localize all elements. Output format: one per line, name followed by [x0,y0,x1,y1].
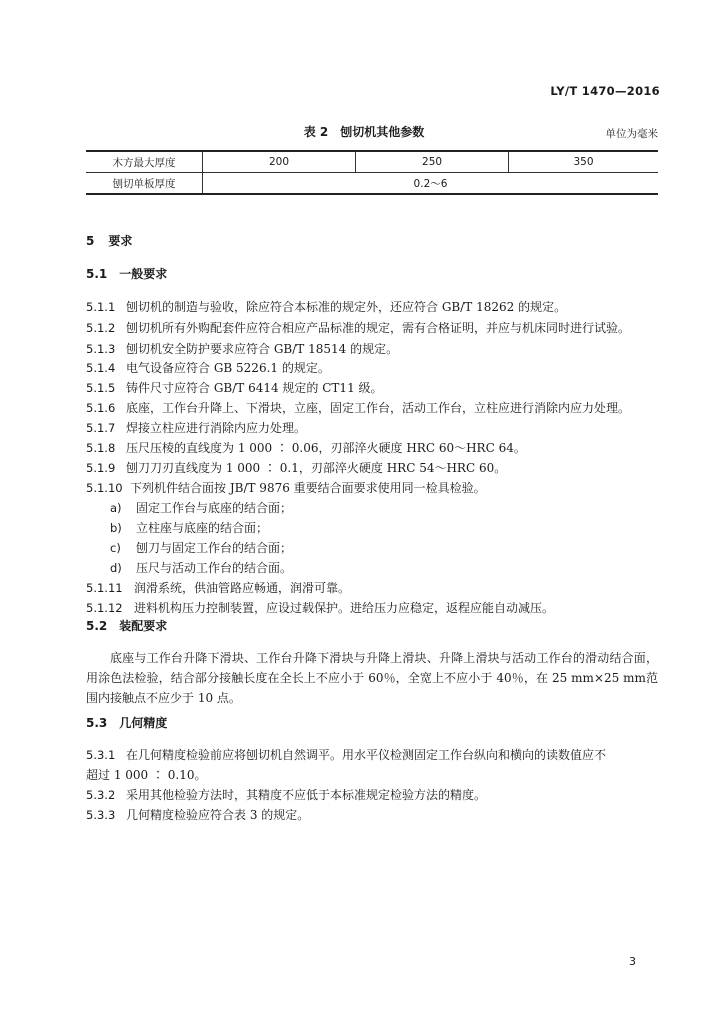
table-unit: 单位为毫米 [605,128,658,140]
item-number: 5.1.12 [86,601,123,615]
section-5-3-heading [86,714,167,731]
section-title: 要求 [108,234,133,248]
sub-item [110,539,292,556]
item-text: 刨切机安全防护要求应符合 GB/T 18514 的规定。 [126,342,399,356]
table-caption: 表 2 刨切机其他参数 [303,125,425,139]
item-number: 5.1.8 [86,441,116,455]
list-item [86,806,309,823]
list-item [86,579,350,596]
list-item [86,439,526,456]
item-text: 压尺与活动工作台的结合面。 [136,561,293,575]
table-cell: 200 [203,151,356,173]
item-number: 5.1.9 [86,461,116,475]
standard-number: LY/T 1470—2016 [550,84,660,98]
list-item [86,379,383,396]
item-text: 立柱座与底座的结合面； [136,521,269,535]
section-number: 5 [86,234,95,248]
section-number: 5.1 [86,267,108,281]
item-text: 刨刀刀刃直线度为 1 000 ∶ 0.1，刃部淬火硬度 HRC 54～HRC 60。 [126,461,507,475]
section-5-1-heading [86,265,167,282]
item-text: 铸件尺寸应符合 GB/T 6414 规定的 CT11 级。 [126,381,383,395]
sub-item-mark: c) [110,541,121,555]
item-number: 5.1.5 [86,381,116,395]
list-item [86,459,506,476]
item-text: 进料机构压力控制装置，应设过载保护。进给压力应稳定，返程应能自动减压。 [134,601,555,615]
assembly-paragraph: 底座与工作台升降下滑块、工作台升降下滑块与升降上滑块、升降上滑块与活动工作台的滑动结合面，用涂色法检验，结合部分接触长度在全长上不应小于 60％，全宽上不应小于 40％，在 25 mm×25 mm范围内接触点不应少于 10 点。 [86,651,658,705]
page-number: 3 [629,955,636,968]
item-number: 5.1.7 [86,421,116,435]
list-item [86,746,606,763]
section-5-2-heading [86,617,167,634]
list-item [86,399,630,416]
section-number: 5.2 [86,619,108,633]
section-title: 装配要求 [119,619,168,633]
item-text: 电气设备应符合 GB 5226.1 的规定。 [126,361,330,375]
list-item [86,319,630,336]
section-title: 几何精度 [119,716,168,730]
list-item [86,340,398,357]
list-item [86,786,486,803]
item-text: 刨切机所有外购配套件应符合相应产品标准的规定，需有合格证明，并应与机床同时进行试验。 [126,321,631,335]
item-number: 5.3.1 [86,748,116,762]
table-cell: 350 [509,151,658,173]
list-item [86,766,207,783]
item-text: 固定工作台与底座的结合面； [136,501,293,515]
sub-item-mark: d) [110,561,122,575]
list-item [86,599,554,616]
item-text: 超过 1 000 ∶ 0.10。 [86,768,207,782]
item-number: 5.1.11 [86,581,123,595]
sub-item [110,499,292,516]
row-label: 刨切单板厚度 [86,173,203,195]
item-number: 5.1.1 [86,300,116,314]
item-number: 5.1.3 [86,342,116,356]
item-text: 刨切机的制造与验收，除应符合本标准的规定外，还应符合 GB/T 18262 的规定。 [126,300,567,314]
item-text: 压尺压棱的直线度为 1 000 ∶ 0.06，刃部淬火硬度 HRC 60～HRC 64。 [126,441,526,455]
section-title: 一般要求 [119,267,168,281]
list-item [86,479,486,496]
item-text: 采用其他检验方法时，其精度不应低于本标准规定检验方法的精度。 [126,788,487,802]
section-number: 5.3 [86,716,108,730]
list-item [86,419,306,436]
list-item [86,359,330,376]
item-number: 5.1.6 [86,401,116,415]
section-5-heading [86,232,132,249]
item-text: 在几何精度检验前应将刨切机自然调平。用水平仪检测固定工作台纵向和横向的读数值应不 [126,748,607,762]
item-number: 5.3.3 [86,808,116,822]
table-cell: 0.2～6 [203,173,659,195]
table-cell: 250 [356,151,509,173]
sub-item [110,559,292,576]
item-text: 润滑系统，供油管路应畅通，润滑可靠。 [134,581,351,595]
sub-item-mark: a) [110,501,122,515]
parameters-table [86,150,658,195]
item-number: 5.1.2 [86,321,116,335]
table-row [86,151,658,173]
item-number: 5.1.10 [86,481,123,495]
item-text: 焊接立柱应进行消除内应力处理。 [126,421,307,435]
item-text: 几何精度检验应符合表 3 的规定。 [126,808,310,822]
sub-item [110,519,268,536]
sub-item-mark: b) [110,521,122,535]
item-number: 5.3.2 [86,788,116,802]
list-item [86,298,566,315]
item-text: 底座，工作台升降上、下滑块，立座，固定工作台，活动工作台，立柱应进行消除内应力处理。 [126,401,631,415]
row-label: 木方最大厚度 [86,151,203,173]
table-row [86,173,658,195]
item-text: 刨刀与固定工作台的结合面； [136,541,293,555]
item-text: 下列机件结合面按 JB/T 9876 重要结合面要求使用同一检具检验。 [130,481,486,495]
item-number: 5.1.4 [86,361,116,375]
